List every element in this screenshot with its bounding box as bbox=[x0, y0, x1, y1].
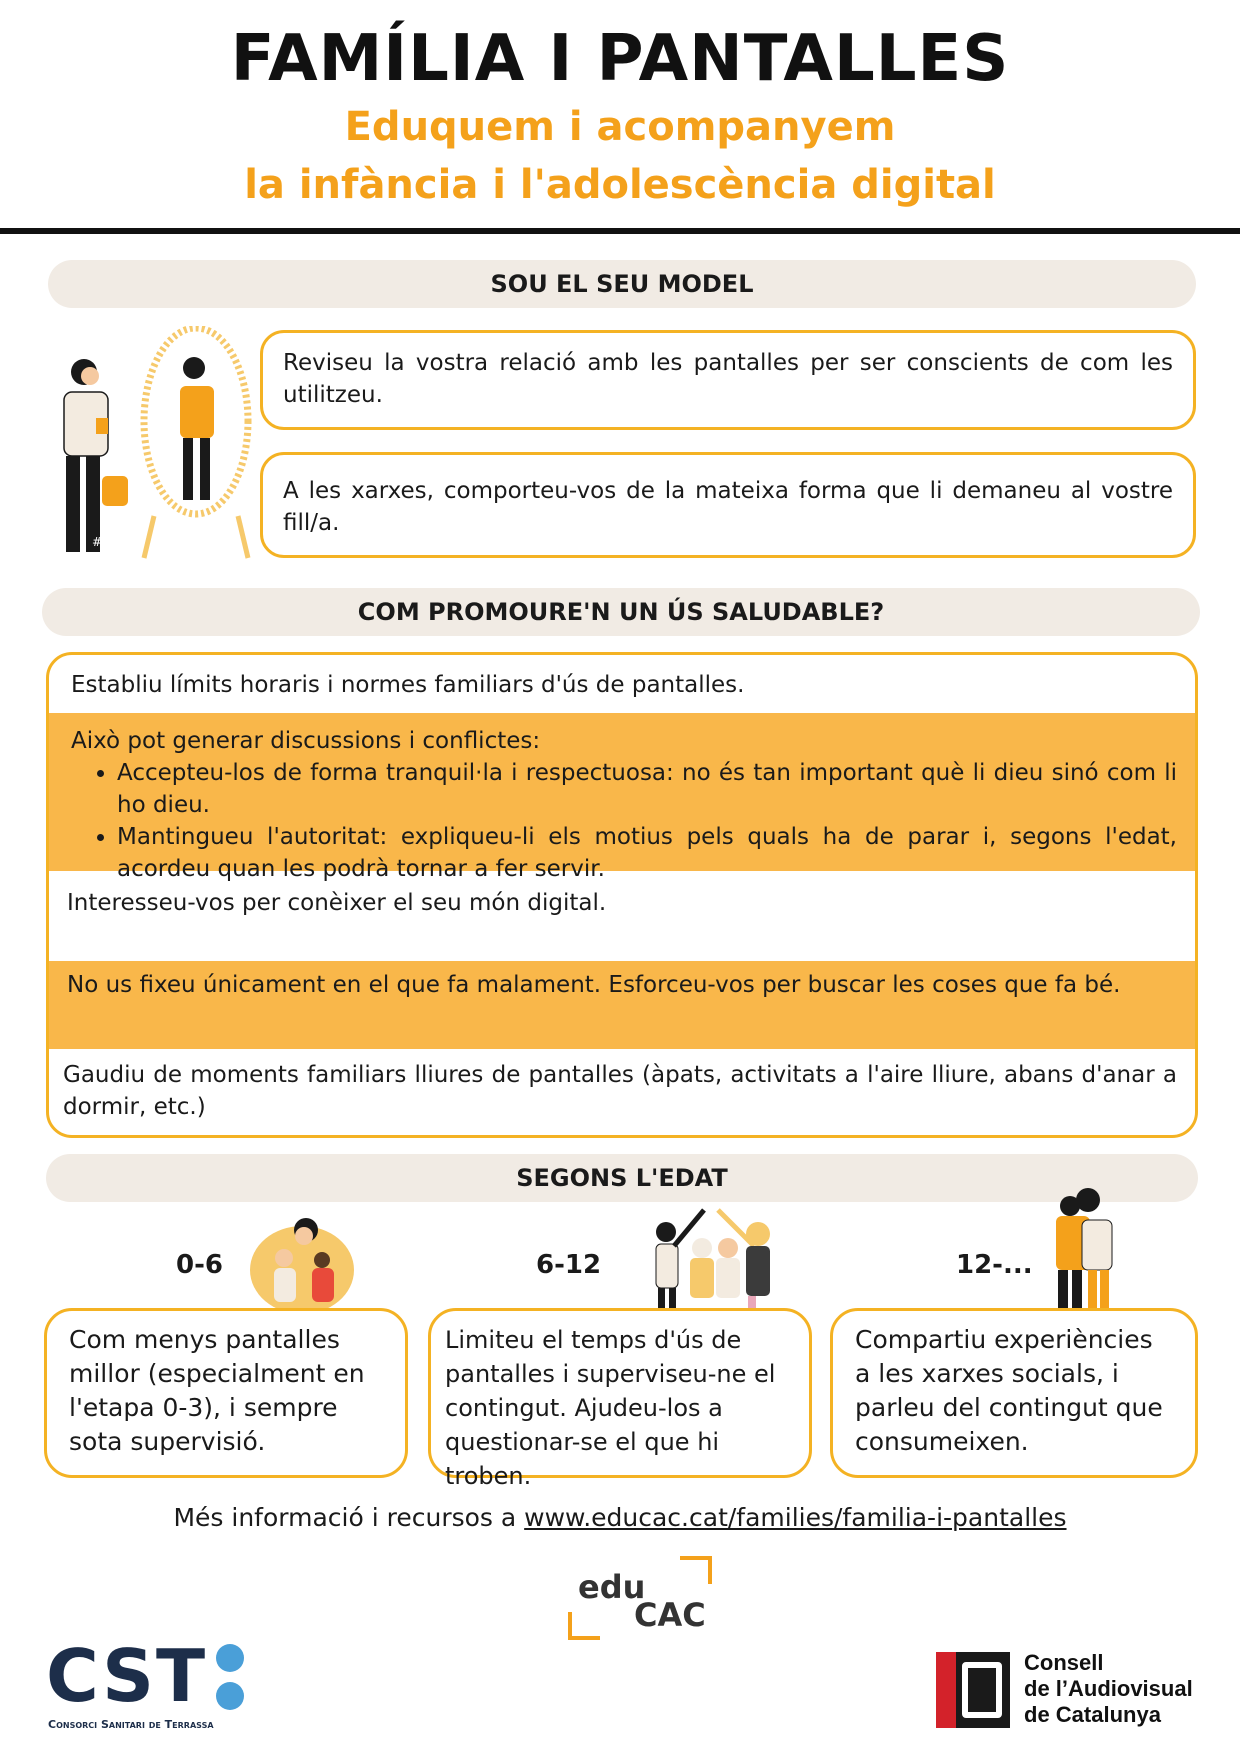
family-hug-illustration bbox=[244, 1212, 360, 1312]
age-label-0-6: 0-6 bbox=[176, 1250, 223, 1280]
svg-text:#: # bbox=[92, 535, 103, 549]
conflicts-bullet: • Mantingueu l'autoritat: expliqueu-li els motius pels quals ha de parar i, segons l'edat, acordeu quan les podrà tornar a fer servir. bbox=[117, 821, 1177, 885]
group-highfive-illustration bbox=[644, 1204, 784, 1312]
promote-item-positive: No us fixeu únicament en el que fa malament. Esforceu-vos per buscar les coses que fa bé. bbox=[49, 961, 1195, 1049]
more-info-text: Més informació i recursos a bbox=[173, 1503, 525, 1532]
promote-item-interest: Interesseu-vos per conèixer el seu món digital. bbox=[67, 890, 607, 916]
section-heading-model: SOU EL SEU MODEL bbox=[48, 260, 1196, 308]
age-box-0-6: Com menys pantalles millor (especialment en l'etapa 0-3), i sempre sota supervisió. bbox=[44, 1308, 408, 1478]
model-tip-2: A les xarxes, comporteu-vos de la mateixa forma que li demaneu al vostre fill/a. bbox=[260, 452, 1196, 558]
cac-name-line3: de Catalunya bbox=[1024, 1702, 1161, 1727]
page-subtitle-line1: Eduquem i acompanyem bbox=[344, 104, 896, 150]
cac-name-line2: de l’Audiovisual bbox=[1024, 1676, 1193, 1701]
educac-logo-edu: edu bbox=[578, 1568, 646, 1606]
cac-logo bbox=[936, 1650, 1226, 1730]
cst-logo-dot-bottom bbox=[216, 1682, 244, 1710]
age-box-12-plus: Compartiu experiències a les xarxes socials, i parleu del contingut que consumeixen. bbox=[830, 1308, 1198, 1478]
promote-list bbox=[46, 652, 1198, 1138]
cst-logo-dot-top bbox=[216, 1644, 244, 1672]
more-info-link[interactable]: www.educac.cat/families/familia-i-pantalles bbox=[524, 1503, 1067, 1532]
promote-item-screenfree: Gaudiu de moments familiars lliures de pantalles (àpats, activitats a l'aire lliure, abans d'anar a dormir, etc.) bbox=[63, 1062, 1177, 1120]
educac-logo bbox=[568, 1556, 712, 1640]
cac-name-line1: Consell bbox=[1024, 1650, 1104, 1675]
section-heading-promote: COM PROMOURE'N UN ÚS SALUDABLE? bbox=[42, 588, 1200, 636]
promote-item-limits: Establiu límits horaris i normes familiars d'ús de pantalles. bbox=[71, 672, 745, 698]
educac-logo-cac: CAC bbox=[634, 1596, 706, 1634]
age-label-12-plus: 12-... bbox=[956, 1250, 1033, 1280]
section-heading-age: SEGONS L'EDAT bbox=[46, 1154, 1198, 1202]
conflicts-bullets bbox=[71, 757, 1177, 885]
cac-logo-mark bbox=[936, 1652, 1010, 1728]
conflicts-intro: Això pot generar discussions i conflictes: bbox=[71, 728, 541, 754]
cst-logo-text: CST bbox=[46, 1634, 208, 1718]
page-title: FAMÍLIA I PANTALLES bbox=[230, 22, 1010, 96]
mirror-illustration bbox=[44, 326, 254, 566]
teens-phone-illustration bbox=[1040, 1186, 1126, 1316]
age-box-6-12: Limiteu el temps d'ús de pantalles i superviseu-ne el contingut. Ajudeu-los a questionar-se el que hi troben. bbox=[428, 1308, 812, 1478]
page-subtitle-line2: la infància i l'adolescència digital bbox=[244, 162, 996, 208]
model-tip-1: Reviseu la vostra relació amb les pantalles per ser conscients de com les utilitzeu. bbox=[260, 330, 1196, 430]
promote-item-conflicts bbox=[49, 713, 1195, 882]
more-info bbox=[0, 1503, 1240, 1532]
cst-logo bbox=[46, 1636, 256, 1732]
conflicts-bullet: • Accepteu-los de forma tranquil·la i respectuosa: no és tan important què li dieu sinó com li ho dieu. bbox=[117, 757, 1177, 821]
cst-name: Consorci Sanitari de Terrassa bbox=[48, 1718, 214, 1731]
age-label-6-12: 6-12 bbox=[536, 1250, 602, 1280]
header-divider bbox=[0, 228, 1240, 234]
